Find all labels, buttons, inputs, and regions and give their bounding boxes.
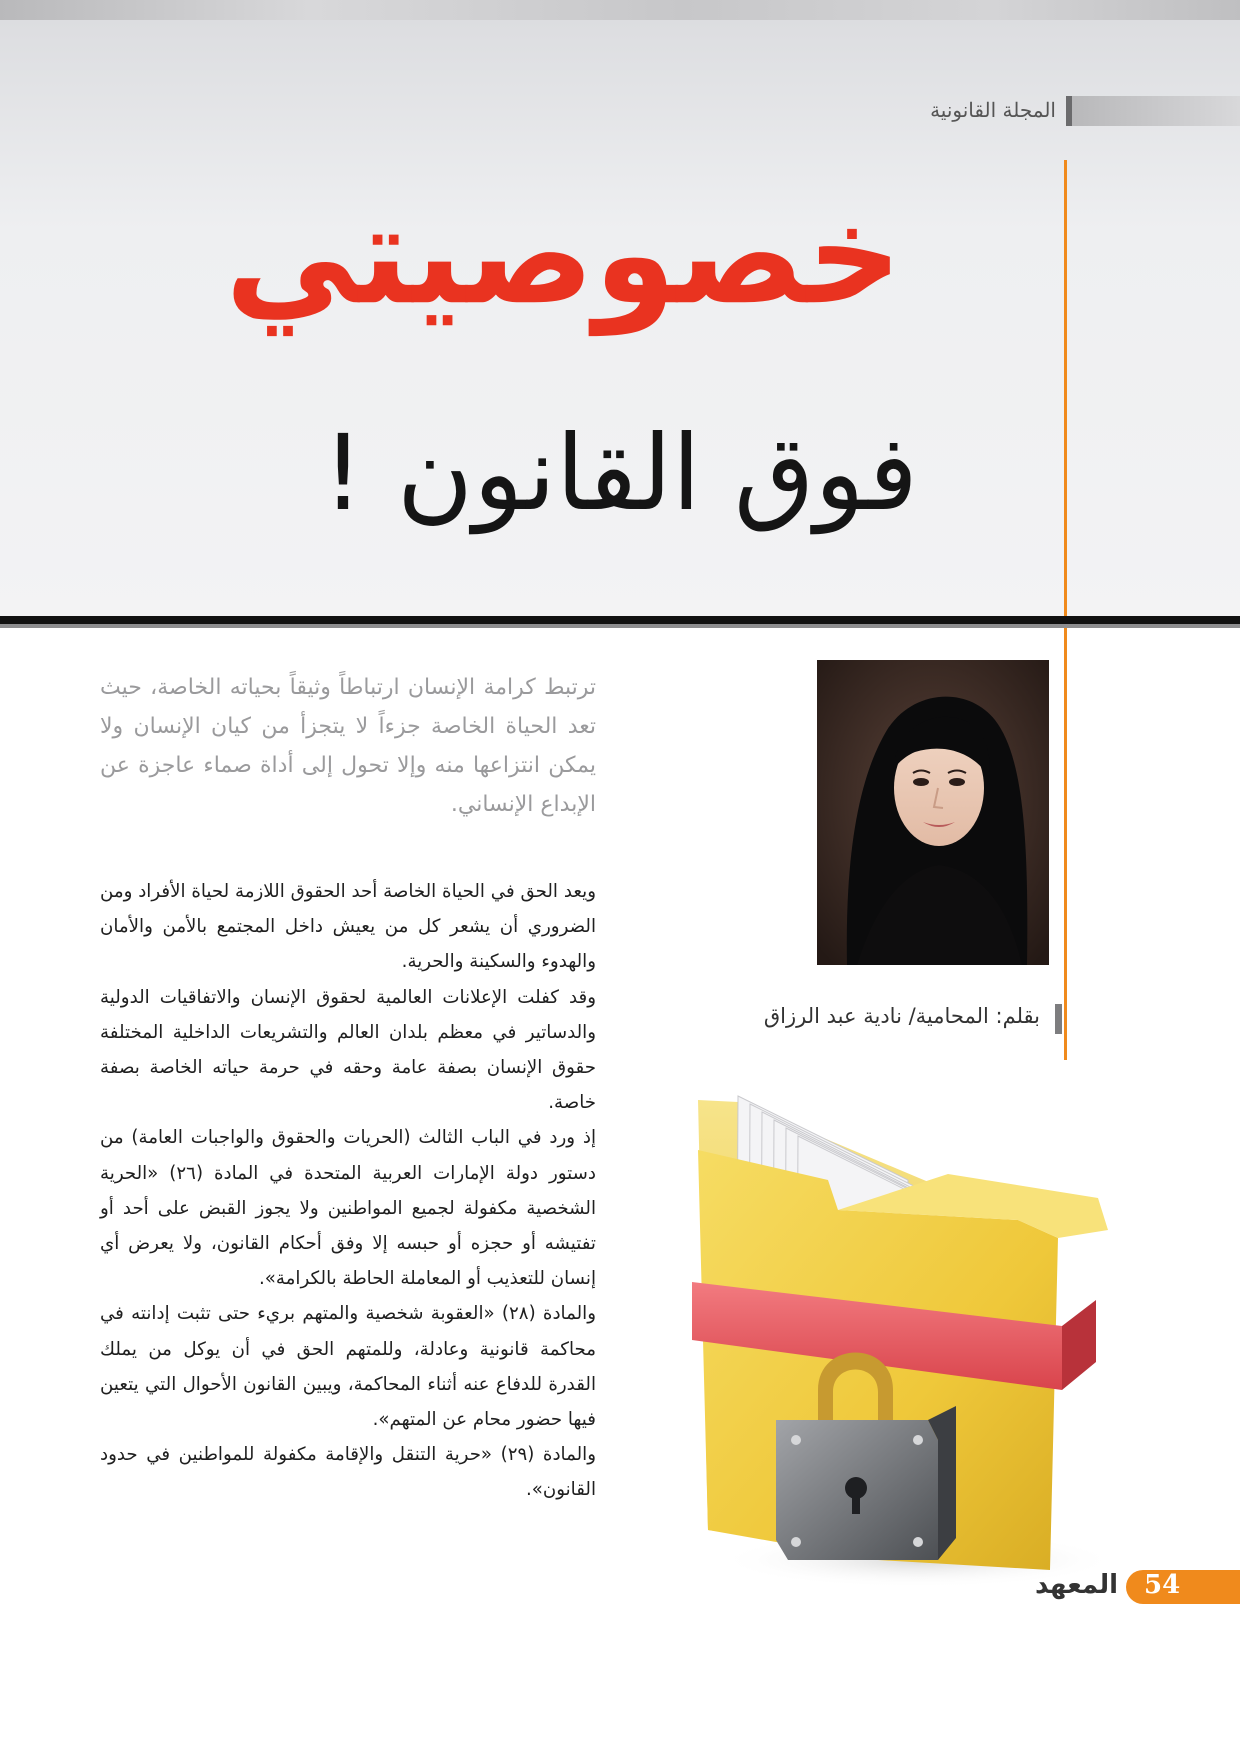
page-number: 54 [1144,1570,1181,1600]
section-tag-accent [1066,96,1072,126]
page-footer [1035,1570,1240,1604]
section-tag-bar [1070,96,1240,126]
article-title-line2: فوق القانون ! [322,412,918,534]
body-paragraph-4: والمادة (٢٨) «العقوبة شخصية والمتهم بريء حتى تثبت إدانته في محاكمة قانونية وعادلة، وللمتهم الحق في أن يوكل من يملك القدرة للدفاع عنه أثناء المحاكمة، ويبين القانون الأحوال التي يتعين فيها حضور محام عن المتهم». [100,1303,596,1431]
magazine-logo: المعهد [1035,1570,1118,1600]
section-tag [930,96,1240,126]
article-lead: ترتبط كرامة الإنسان ارتباطاً وثيقاً بحياته الخاصة، حيث تعد الحياة الخاصة جزءاً لا يتجزأ من كيان الإنسان ولا يمكن انتزاعها منه وإلا تحول إلى أداة صماء عاجزة عن الإبداع الإنساني. [100,675,596,817]
article-title-line1: خصوصيتي [225,174,902,336]
article-body [100,874,596,1508]
body-paragraph-5: والمادة (٢٩) «حرية التنقل والإقامة مكفولة للمواطنين في حدود القانون». [100,1444,596,1501]
body-paragraph-2: وقد كفلت الإعلانات العالمية لحقوق الإنسان والاتفاقيات الدولية والدساتير في معظم بلدان العالم والتشريعات الداخلية المختلفة حقوق الإنسان بصفة عامة وحقه في حرمة حياته الخاصة بصفة خاصة. [100,986,596,1114]
section-label: المجلة القانونية [930,98,1056,122]
body-paragraph-3: إذ ورد في الباب الثالث (الحريات والحقوق والواجبات العامة) من دستور دولة الإمارات العربية المتحدة في المادة (٢٦) «الحرية الشخصية مكفولة لجميع المواطنين ولا يجوز القبض على أحد أو تفتيشه أو حجزه أو حبسه إلا وفق أحكام القانون، ولا يعرض أي إنسان للتعذيب أو المعاملة الحاطة بالكرامة». [100,1127,596,1290]
byline-accent [1055,1004,1062,1034]
folder-padlock-icon [678,1090,1126,1590]
header-divider [0,616,1240,624]
author-portrait-image [817,660,1049,965]
top-scan-edge [0,0,1240,22]
folder-lock-illustration [678,1090,1126,1590]
author-byline: بقلم: المحامية/ نادية عبد الرزاق [763,1004,1040,1028]
body-paragraph-1: ويعد الحق في الحياة الخاصة أحد الحقوق اللازمة لحياة الأفراد ومن الضروري أن يشعر كل من يعيش داخل المجتمع بالأمن والأمان والهدوء والسكينة والحرية. [100,881,596,973]
author-photo [817,660,1049,965]
header-divider-shadow [0,624,1240,628]
vertical-accent-rule [1064,160,1067,1060]
